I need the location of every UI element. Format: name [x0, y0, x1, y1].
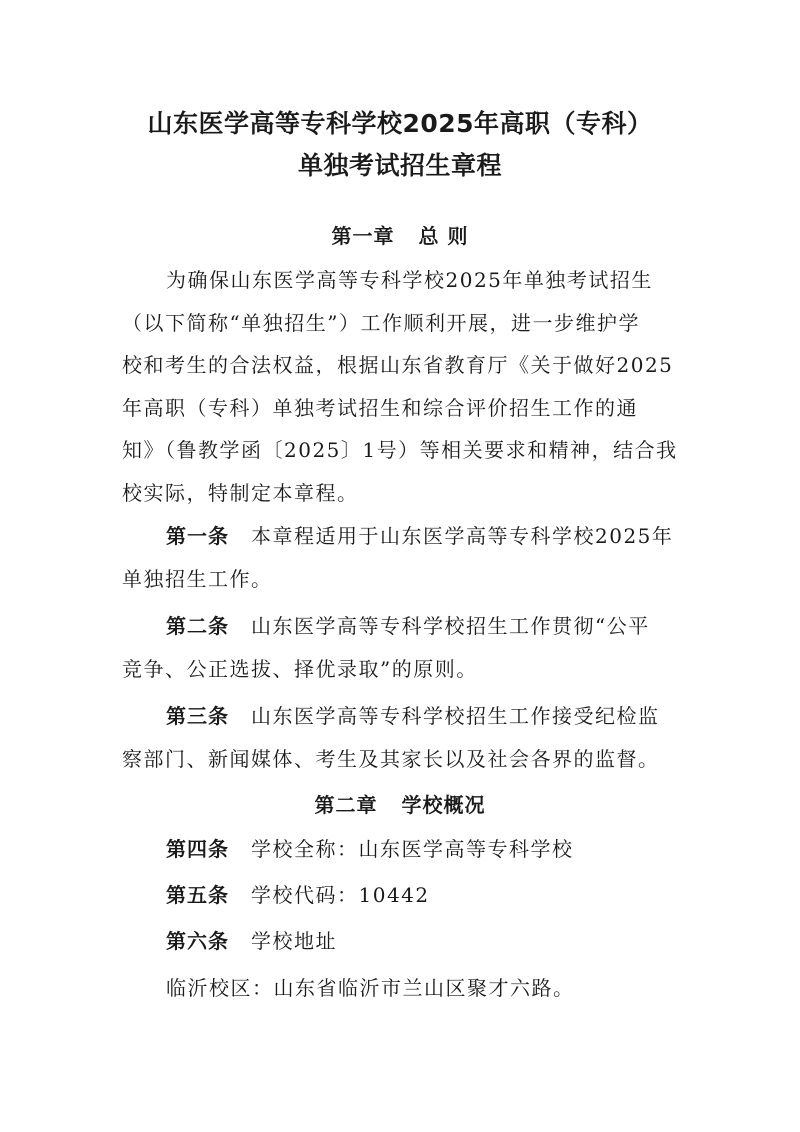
chapter-name: 学校概况 — [401, 793, 486, 817]
article-label: 第二条 — [166, 614, 229, 638]
preamble-line: 年高职（专科）单独考试招生和综合评价招生工作的通 — [122, 396, 638, 420]
article-4 — [166, 834, 726, 864]
article-label: 第六条 — [166, 929, 229, 953]
article-text: 学校代码：10442 — [251, 883, 430, 907]
campus-address: 临沂校区：山东省临沂市兰山区聚才六路。 — [166, 976, 575, 1000]
chapter-heading-2 — [0, 789, 800, 818]
doc-title-line1: 山东医学高等专科学校2025年高职（专科） — [147, 109, 653, 138]
chapter-heading-1 — [0, 220, 800, 249]
article-3-continued: 察部门、新闻媒体、考生及其家长以及社会各界的监督。 — [122, 747, 660, 771]
preamble-line: （以下简称“单独招生”）工作顺利开展，进一步维护学 — [122, 311, 640, 335]
article-text: 山东医学高等专科学校招生工作接受纪检监 — [251, 704, 660, 728]
article-3 — [166, 701, 726, 731]
article-6 — [166, 926, 726, 956]
article-text: 山东医学高等专科学校招生工作贯彻“公平 — [251, 614, 650, 638]
preamble-line: 为确保山东医学高等专科学校2025年单独考试招生 — [166, 268, 653, 292]
article-1-continued: 单独招生工作。 — [122, 567, 273, 591]
article-2-continued: 竞争、公正选拔、择优录取”的原则。 — [122, 657, 478, 681]
article-label: 第五条 — [166, 883, 229, 907]
article-text: 本章程适用于山东医学高等专科学校2025年 — [251, 524, 674, 548]
article-1 — [166, 521, 726, 551]
chapter-name: 总 则 — [418, 224, 469, 248]
article-2 — [166, 611, 726, 641]
article-text: 学校全称：山东医学高等专科学校 — [251, 837, 574, 861]
preamble-line: 校和考生的合法权益，根据山东省教育厅《关于做好2025 — [122, 353, 674, 377]
article-5 — [166, 880, 726, 910]
chapter-number: 第二章 — [314, 793, 378, 817]
preamble-line: 校实际，特制定本章程。 — [122, 481, 359, 505]
preamble-line: 知》（鲁教学函〔2025〕1号）等相关要求和精神，结合我 — [122, 438, 678, 462]
chapter-number: 第一章 — [331, 224, 395, 248]
article-text: 学校地址 — [251, 929, 337, 953]
article-label: 第三条 — [166, 704, 229, 728]
article-label: 第四条 — [166, 837, 229, 861]
doc-title-line2: 单独考试招生章程 — [297, 151, 502, 180]
article-label: 第一条 — [166, 524, 229, 548]
